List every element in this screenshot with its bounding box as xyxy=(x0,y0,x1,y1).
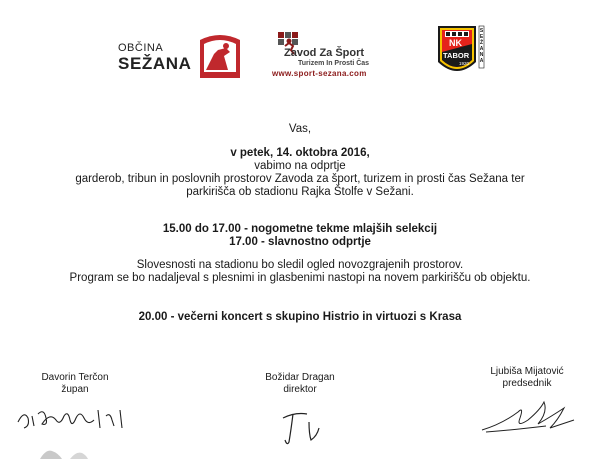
handwritten-signature-director xyxy=(235,396,365,448)
signature-block-director xyxy=(235,372,365,448)
event-date: v petek, 14. oktobra 2016, xyxy=(230,147,370,159)
nk-tabor-logo xyxy=(436,22,486,82)
photo-fragment-hand-icon xyxy=(0,437,120,459)
obcina-label: OBČINA xyxy=(118,42,164,54)
concert-line: 20.00 - večerni koncert s skupino Histrio in virtuozi s Krasa xyxy=(138,311,462,323)
handwritten-signature-president xyxy=(462,390,592,438)
signature-block-mayor xyxy=(10,372,140,436)
signer-name: Ljubiša Mijatović xyxy=(490,366,564,377)
signature-block-president xyxy=(462,366,592,438)
sezana-label: SEŽANA xyxy=(118,54,192,73)
body-line-2: parkirišča ob stadionu Rajka Štolfe v Sežani. xyxy=(186,186,414,198)
invite-text: vabimo na odprtje xyxy=(254,160,346,172)
tabor-nk-label: NK xyxy=(449,38,462,48)
signer-name: Božidar Dragan xyxy=(265,372,335,383)
tabor-year-label: 1920 xyxy=(459,61,470,66)
tabor-sezana-label: SEŽANA xyxy=(479,28,484,64)
program-line-2: 17.00 - slavnostno odprtje xyxy=(229,236,371,248)
signer-title: direktor xyxy=(283,384,317,395)
signer-name: Davorin Terčon xyxy=(41,372,109,383)
body-line-1: garderob, tribun in poslovnih prostorov Zavoda za šport, turizem in prosti čas Sežana ter xyxy=(75,173,525,185)
info-line-2: Program se bo nadaljeval s plesnimi in glasbenimi nastopi na novem parkirišču ob objektu. xyxy=(69,272,531,284)
zavod-title: Zavod Za Šport xyxy=(284,47,365,59)
greeting: Vas, xyxy=(288,123,312,135)
signer-title: župan xyxy=(61,384,89,395)
handwritten-signature-mayor xyxy=(10,396,140,436)
info-line-1: Slovesnosti na stadionu bo sledil ogled novozgrajenih prostorov. xyxy=(136,259,464,271)
zavod-subtitle: Turizem In Prosti Čas xyxy=(298,60,370,67)
zavod-website: www.sport-sezana.com xyxy=(272,69,367,78)
signer-title: predsednik xyxy=(502,378,552,389)
zavod-sport-logo xyxy=(272,30,402,82)
obcina-emblem-icon xyxy=(196,30,244,80)
program-line-1: 15.00 do 17.00 - nogometne tekme mlajših selekcij xyxy=(162,223,438,235)
obcina-sezana-logo xyxy=(118,30,246,82)
tabor-name-label: TABOR xyxy=(443,51,470,60)
logo-row xyxy=(0,22,600,82)
